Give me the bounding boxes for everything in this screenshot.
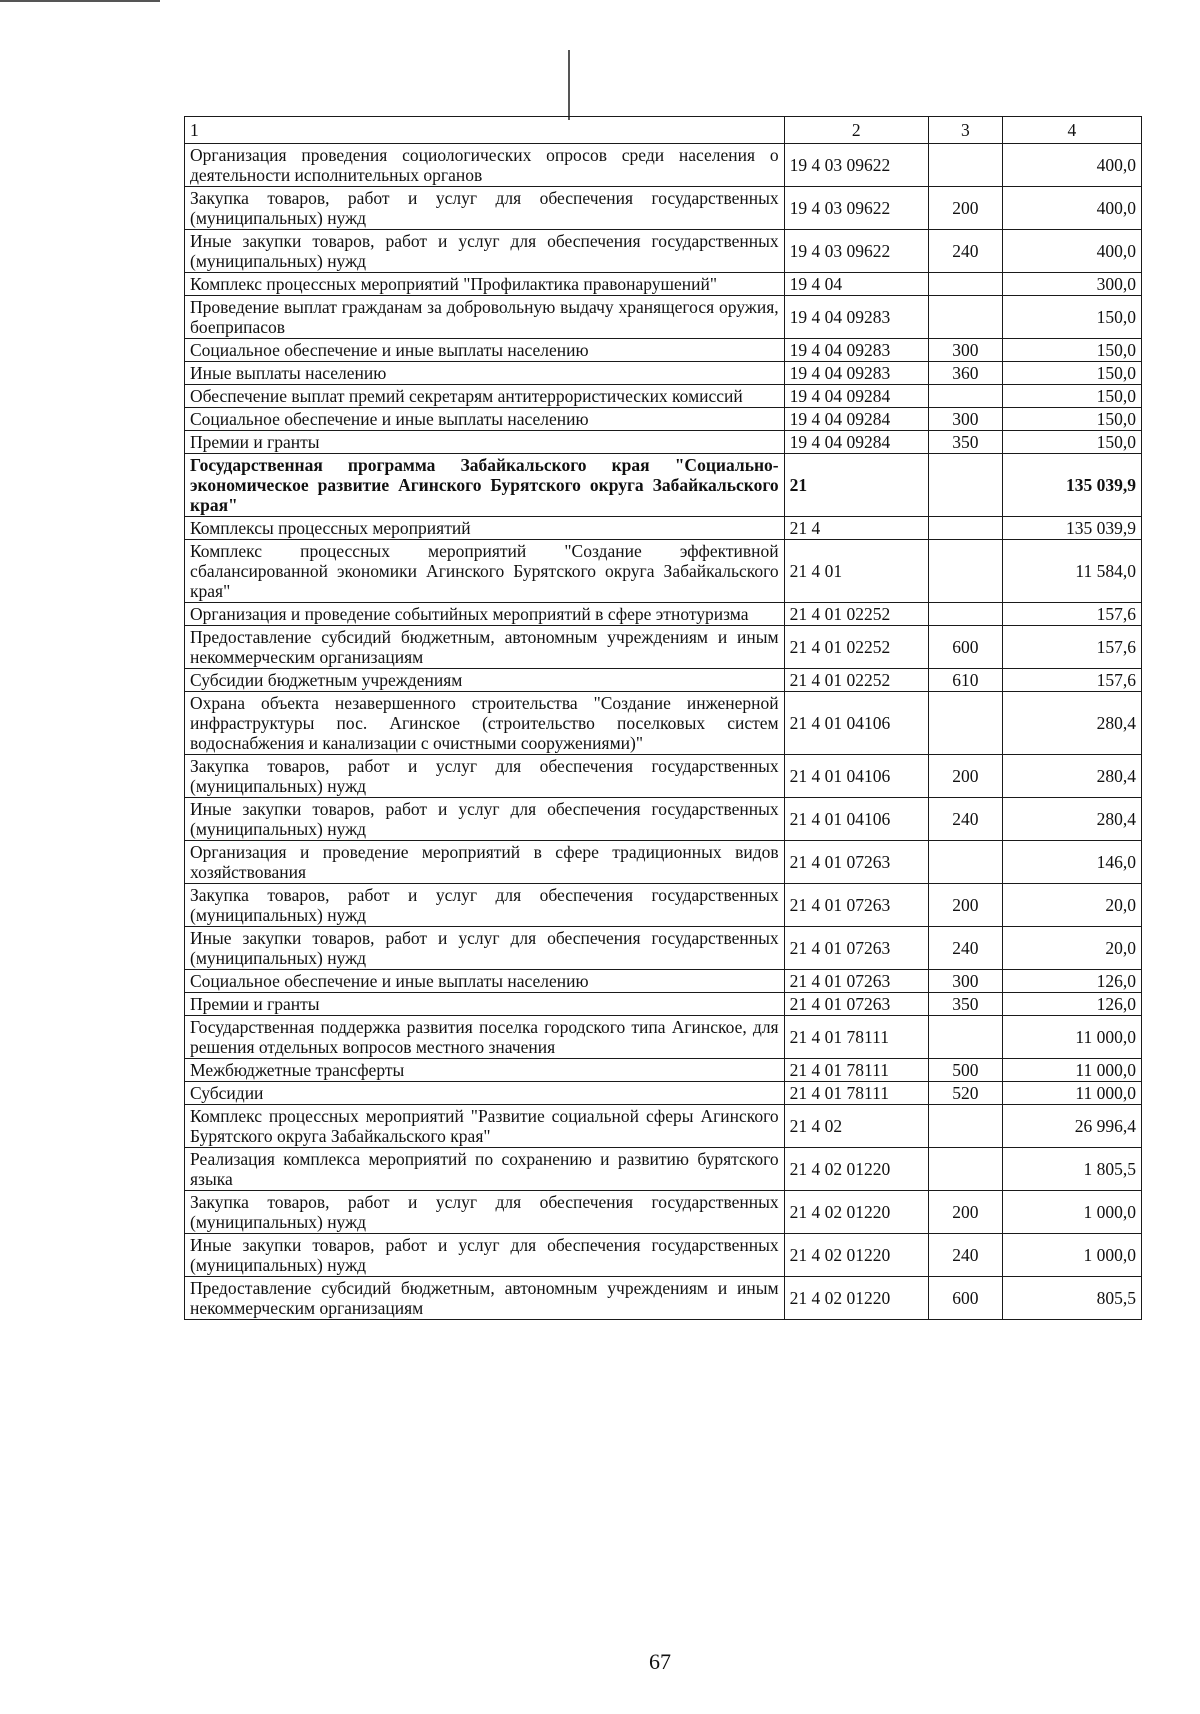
cell-code: 21 4 02 01220 bbox=[784, 1277, 928, 1320]
scan-artifact-mark bbox=[568, 50, 570, 120]
table-row bbox=[185, 187, 1142, 230]
cell-type: 600 bbox=[928, 626, 1002, 669]
cell-name: Закупка товаров, работ и услуг для обеспечения государственных (муниципальных) нужд bbox=[185, 1191, 785, 1234]
table-row bbox=[185, 144, 1142, 187]
cell-code: 21 4 02 01220 bbox=[784, 1234, 928, 1277]
cell-name: Иные закупки товаров, работ и услуг для обеспечения государственных (муниципальных) нужд bbox=[185, 230, 785, 273]
cell-code: 21 4 01 07263 bbox=[784, 993, 928, 1016]
cell-sum: 126,0 bbox=[1002, 993, 1141, 1016]
cell-sum: 1 000,0 bbox=[1002, 1234, 1141, 1277]
cell-code: 21 4 01 04106 bbox=[784, 798, 928, 841]
cell-name: Социальное обеспечение и иные выплаты населению bbox=[185, 408, 785, 431]
cell-code: 21 4 01 04106 bbox=[784, 755, 928, 798]
cell-sum: 20,0 bbox=[1002, 927, 1141, 970]
cell-name: Комплекс процессных мероприятий "Создание эффективной сбалансированной экономики Агинского Бурятского округа Забайкальского края" bbox=[185, 540, 785, 603]
table-row bbox=[185, 431, 1142, 454]
table-row bbox=[185, 626, 1142, 669]
header-row bbox=[185, 117, 1142, 144]
cell-sum: 805,5 bbox=[1002, 1277, 1141, 1320]
cell-code: 21 4 01 78111 bbox=[784, 1082, 928, 1105]
cell-code: 19 4 03 09622 bbox=[784, 144, 928, 187]
cell-code: 19 4 03 09622 bbox=[784, 187, 928, 230]
table-row bbox=[185, 296, 1142, 339]
table-row bbox=[185, 1148, 1142, 1191]
cell-name: Социальное обеспечение и иные выплаты населению bbox=[185, 339, 785, 362]
cell-sum: 280,4 bbox=[1002, 692, 1141, 755]
cell-code: 21 bbox=[784, 454, 928, 517]
cell-sum: 11 000,0 bbox=[1002, 1016, 1141, 1059]
cell-type bbox=[928, 540, 1002, 603]
column-header-1: 1 bbox=[185, 117, 785, 144]
table-row bbox=[185, 408, 1142, 431]
cell-name: Премии и гранты bbox=[185, 431, 785, 454]
cell-code: 21 4 01 07263 bbox=[784, 927, 928, 970]
cell-code: 21 4 02 01220 bbox=[784, 1191, 928, 1234]
cell-type: 240 bbox=[928, 927, 1002, 970]
cell-type: 500 bbox=[928, 1059, 1002, 1082]
cell-type bbox=[928, 1105, 1002, 1148]
cell-sum: 300,0 bbox=[1002, 273, 1141, 296]
cell-sum: 280,4 bbox=[1002, 755, 1141, 798]
cell-sum: 1 805,5 bbox=[1002, 1148, 1141, 1191]
cell-sum: 400,0 bbox=[1002, 144, 1141, 187]
cell-name: Охрана объекта незавершенного строительства "Создание инженерной инфраструктуры пос. Агинское (строительство поселковых систем водоснабжения и канализации с очистными сооружениями)" bbox=[185, 692, 785, 755]
table-row bbox=[185, 755, 1142, 798]
table-row bbox=[185, 1016, 1142, 1059]
table-row bbox=[185, 1191, 1142, 1234]
cell-name: Реализация комплекса мероприятий по сохранению и развитию бурятского языка bbox=[185, 1148, 785, 1191]
table-row bbox=[185, 339, 1142, 362]
cell-type bbox=[928, 517, 1002, 540]
cell-type: 360 bbox=[928, 362, 1002, 385]
cell-type bbox=[928, 1016, 1002, 1059]
cell-code: 21 4 01 02252 bbox=[784, 669, 928, 692]
cell-name: Закупка товаров, работ и услуг для обеспечения государственных (муниципальных) нужд bbox=[185, 884, 785, 927]
cell-type bbox=[928, 692, 1002, 755]
cell-sum: 157,6 bbox=[1002, 603, 1141, 626]
cell-name: Проведение выплат гражданам за добровольную выдачу хранящегося оружия, боеприпасов bbox=[185, 296, 785, 339]
cell-type bbox=[928, 1148, 1002, 1191]
cell-code: 19 4 04 09284 bbox=[784, 408, 928, 431]
table-row bbox=[185, 1277, 1142, 1320]
cell-type: 200 bbox=[928, 1191, 1002, 1234]
table-row bbox=[185, 603, 1142, 626]
cell-type: 240 bbox=[928, 798, 1002, 841]
cell-code: 19 4 04 09284 bbox=[784, 385, 928, 408]
cell-name: Предоставление субсидий бюджетным, автономным учреждениям и иным некоммерческим организациям bbox=[185, 626, 785, 669]
cell-code: 21 4 02 01220 bbox=[784, 1148, 928, 1191]
cell-type bbox=[928, 841, 1002, 884]
cell-sum: 150,0 bbox=[1002, 339, 1141, 362]
cell-type bbox=[928, 385, 1002, 408]
cell-sum: 20,0 bbox=[1002, 884, 1141, 927]
cell-sum: 135 039,9 bbox=[1002, 454, 1141, 517]
cell-type: 350 bbox=[928, 993, 1002, 1016]
cell-name: Субсидии bbox=[185, 1082, 785, 1105]
cell-sum: 400,0 bbox=[1002, 187, 1141, 230]
table-row bbox=[185, 692, 1142, 755]
table-row bbox=[185, 1059, 1142, 1082]
cell-sum: 11 000,0 bbox=[1002, 1082, 1141, 1105]
cell-type: 200 bbox=[928, 187, 1002, 230]
cell-type: 240 bbox=[928, 1234, 1002, 1277]
column-header-3: 3 bbox=[928, 117, 1002, 144]
scan-artifact-line bbox=[0, 0, 160, 2]
cell-type: 240 bbox=[928, 230, 1002, 273]
table-row bbox=[185, 669, 1142, 692]
cell-code: 19 4 03 09622 bbox=[784, 230, 928, 273]
table-row bbox=[185, 540, 1142, 603]
cell-sum: 150,0 bbox=[1002, 408, 1141, 431]
table-row bbox=[185, 1234, 1142, 1277]
cell-code: 21 4 01 04106 bbox=[784, 692, 928, 755]
cell-code: 19 4 04 09283 bbox=[784, 339, 928, 362]
cell-code: 21 4 01 bbox=[784, 540, 928, 603]
cell-sum: 157,6 bbox=[1002, 669, 1141, 692]
cell-code: 19 4 04 09284 bbox=[784, 431, 928, 454]
cell-sum: 150,0 bbox=[1002, 385, 1141, 408]
cell-sum: 11 584,0 bbox=[1002, 540, 1141, 603]
table-row bbox=[185, 970, 1142, 993]
cell-code: 19 4 04 bbox=[784, 273, 928, 296]
table-row bbox=[185, 385, 1142, 408]
cell-name: Организация и проведение мероприятий в сфере традиционных видов хозяйствования bbox=[185, 841, 785, 884]
cell-name: Организация проведения социологических опросов среди населения о деятельности исполнительных органов bbox=[185, 144, 785, 187]
cell-code: 21 4 01 02252 bbox=[784, 603, 928, 626]
cell-type: 520 bbox=[928, 1082, 1002, 1105]
cell-code: 21 4 01 78111 bbox=[784, 1059, 928, 1082]
cell-code: 21 4 01 07263 bbox=[784, 970, 928, 993]
table-body bbox=[185, 144, 1142, 1320]
cell-code: 19 4 04 09283 bbox=[784, 296, 928, 339]
cell-code: 21 4 02 bbox=[784, 1105, 928, 1148]
table-row bbox=[185, 517, 1142, 540]
table-row bbox=[185, 993, 1142, 1016]
table-row bbox=[185, 273, 1142, 296]
cell-type bbox=[928, 144, 1002, 187]
cell-type: 200 bbox=[928, 755, 1002, 798]
cell-name: Организация и проведение событийных мероприятий в сфере этнотуризма bbox=[185, 603, 785, 626]
cell-sum: 280,4 bbox=[1002, 798, 1141, 841]
cell-name: Комплекс процессных мероприятий "Профилактика правонарушений" bbox=[185, 273, 785, 296]
cell-type: 600 bbox=[928, 1277, 1002, 1320]
cell-name: Обеспечение выплат премий секретарям антитеррористических комиссий bbox=[185, 385, 785, 408]
table-row bbox=[185, 230, 1142, 273]
column-header-4: 4 bbox=[1002, 117, 1141, 144]
cell-sum: 150,0 bbox=[1002, 296, 1141, 339]
table-row bbox=[185, 927, 1142, 970]
cell-code: 21 4 01 02252 bbox=[784, 626, 928, 669]
table-row bbox=[185, 841, 1142, 884]
table-row bbox=[185, 1082, 1142, 1105]
table-row bbox=[185, 1105, 1142, 1148]
column-header-2: 2 bbox=[784, 117, 928, 144]
cell-name: Иные закупки товаров, работ и услуг для обеспечения государственных (муниципальных) нужд bbox=[185, 1234, 785, 1277]
cell-name: Субсидии бюджетным учреждениям bbox=[185, 669, 785, 692]
cell-name: Иные выплаты населению bbox=[185, 362, 785, 385]
cell-name: Комплекс процессных мероприятий "Развитие социальной сферы Агинского Бурятского округа Забайкальского края" bbox=[185, 1105, 785, 1148]
table-row bbox=[185, 884, 1142, 927]
cell-type bbox=[928, 603, 1002, 626]
cell-type: 300 bbox=[928, 339, 1002, 362]
cell-type bbox=[928, 296, 1002, 339]
cell-type: 610 bbox=[928, 669, 1002, 692]
cell-code: 21 4 01 07263 bbox=[784, 884, 928, 927]
cell-sum: 1 000,0 bbox=[1002, 1191, 1141, 1234]
cell-sum: 126,0 bbox=[1002, 970, 1141, 993]
cell-type bbox=[928, 454, 1002, 517]
cell-type: 350 bbox=[928, 431, 1002, 454]
cell-name: Государственная программа Забайкальского края "Социально-экономическое развитие Агинского Бурятского округа Забайкальского края" bbox=[185, 454, 785, 517]
cell-name: Социальное обеспечение и иные выплаты населению bbox=[185, 970, 785, 993]
cell-sum: 135 039,9 bbox=[1002, 517, 1141, 540]
cell-sum: 150,0 bbox=[1002, 431, 1141, 454]
cell-name: Предоставление субсидий бюджетным, автономным учреждениям и иным некоммерческим организациям bbox=[185, 1277, 785, 1320]
cell-type: 300 bbox=[928, 408, 1002, 431]
cell-sum: 400,0 bbox=[1002, 230, 1141, 273]
cell-type: 300 bbox=[928, 970, 1002, 993]
cell-type: 200 bbox=[928, 884, 1002, 927]
table-row bbox=[185, 798, 1142, 841]
page-number: 67 bbox=[649, 1649, 671, 1674]
cell-name: Государственная поддержка развития поселка городского типа Агинское, для решения отдельных вопросов местного значения bbox=[185, 1016, 785, 1059]
cell-sum: 150,0 bbox=[1002, 362, 1141, 385]
cell-sum: 146,0 bbox=[1002, 841, 1141, 884]
cell-code: 21 4 bbox=[784, 517, 928, 540]
cell-name: Межбюджетные трансферты bbox=[185, 1059, 785, 1082]
cell-code: 19 4 04 09283 bbox=[784, 362, 928, 385]
cell-type bbox=[928, 273, 1002, 296]
cell-name: Иные закупки товаров, работ и услуг для обеспечения государственных (муниципальных) нужд bbox=[185, 927, 785, 970]
cell-name: Иные закупки товаров, работ и услуг для обеспечения государственных (муниципальных) нужд bbox=[185, 798, 785, 841]
cell-name: Закупка товаров, работ и услуг для обеспечения государственных (муниципальных) нужд bbox=[185, 187, 785, 230]
table-row bbox=[185, 362, 1142, 385]
cell-name: Премии и гранты bbox=[185, 993, 785, 1016]
cell-code: 21 4 01 78111 bbox=[784, 1016, 928, 1059]
cell-code: 21 4 01 07263 bbox=[784, 841, 928, 884]
cell-name: Закупка товаров, работ и услуг для обеспечения государственных (муниципальных) нужд bbox=[185, 755, 785, 798]
cell-sum: 11 000,0 bbox=[1002, 1059, 1141, 1082]
budget-table bbox=[184, 116, 1142, 1320]
cell-name: Комплексы процессных мероприятий bbox=[185, 517, 785, 540]
table-row bbox=[185, 454, 1142, 517]
cell-sum: 26 996,4 bbox=[1002, 1105, 1141, 1148]
cell-sum: 157,6 bbox=[1002, 626, 1141, 669]
